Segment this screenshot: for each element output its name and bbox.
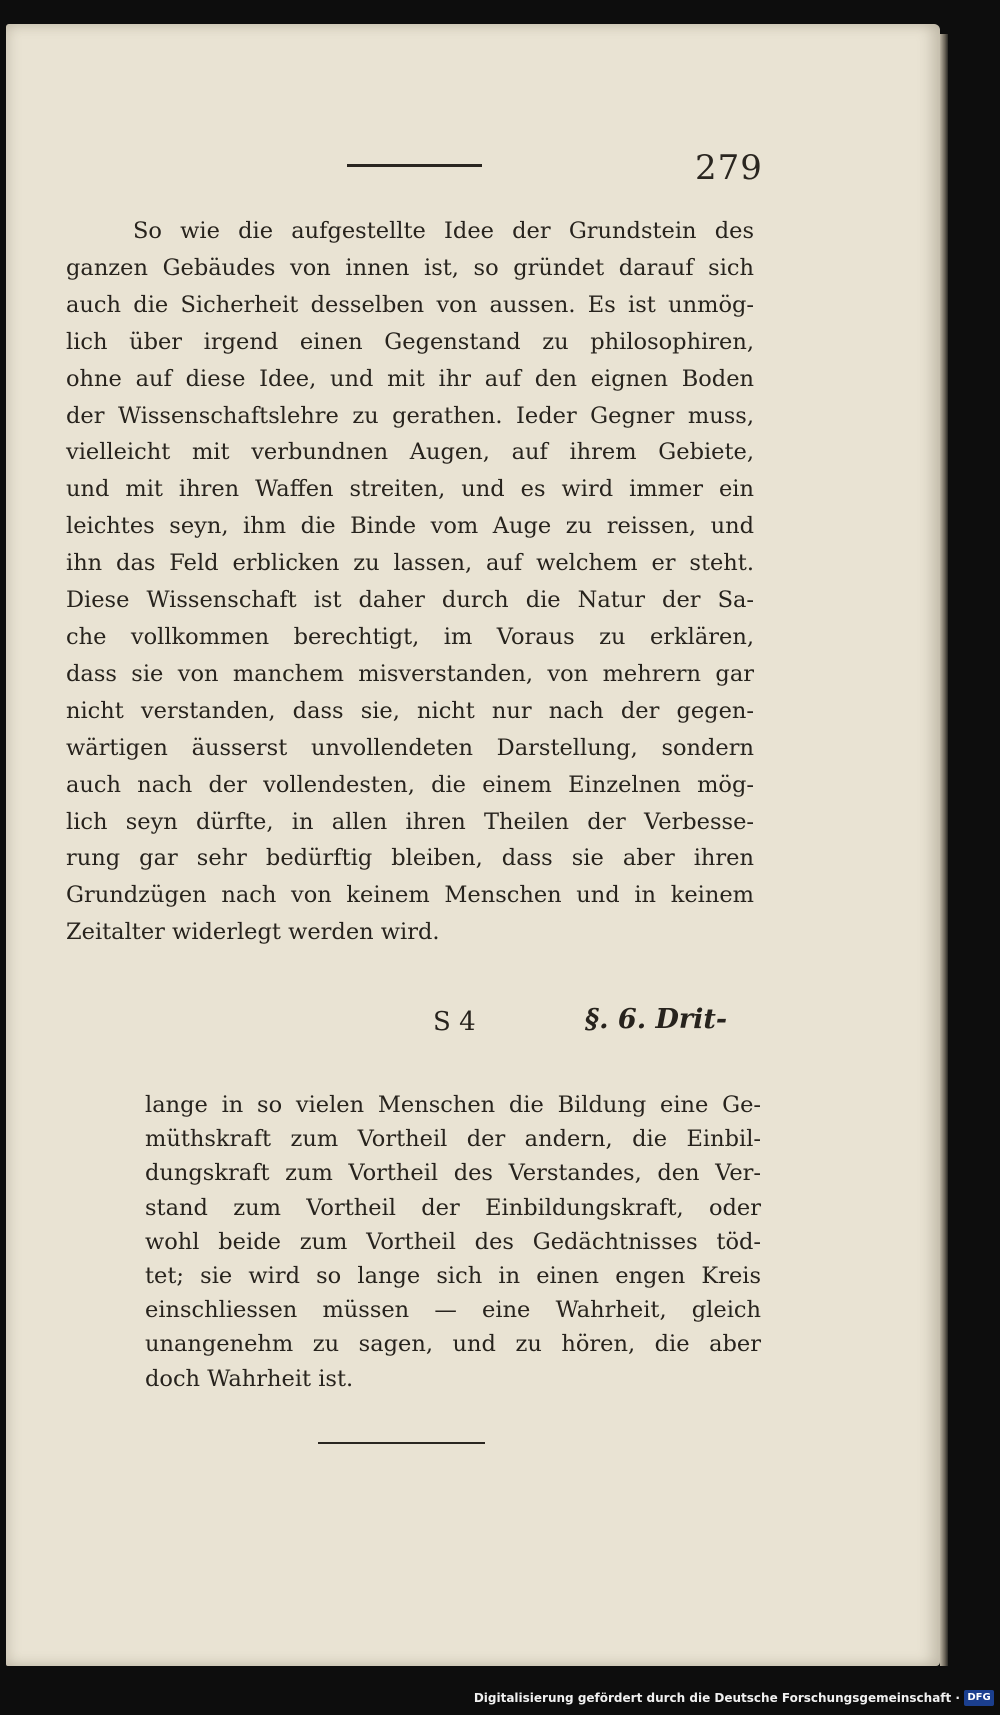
text-line: der Wissenschaftslehre zu gerathen. Ieder Gegner muss,	[66, 402, 754, 429]
text-line: wärtigen äusserst unvollendeten Darstellung, sondern	[66, 734, 754, 761]
text-line: auch nach der vollendesten, die einem Einzelnen mög-	[66, 771, 754, 798]
text-line: müthskraft zum Vortheil der andern, die Einbil-	[145, 1126, 761, 1153]
dfg-logo: DFG	[964, 1690, 994, 1706]
text-line: lange in so vielen Menschen die Bildung eine Ge-	[145, 1092, 761, 1118]
text-line: ihn das Feld erblicken zu lassen, auf welchem er steht.	[66, 550, 754, 577]
page-edge	[940, 34, 948, 1666]
text-line: auch die Sicherheit desselben von aussen. Es ist unmög-	[66, 291, 754, 318]
page-number: 279	[695, 148, 763, 188]
continued-paragraph	[145, 1088, 761, 1396]
text-line: stand zum Vortheil der Einbildungskraft, oder	[145, 1194, 761, 1221]
text-line: leichtes seyn, ihm die Binde vom Auge zu reissen, und	[66, 513, 754, 540]
text-line: tet; sie wird so lange sich in einen engen Kreis	[145, 1263, 761, 1290]
text-line: che vollkommen berechtigt, im Voraus zu erklären,	[66, 623, 754, 650]
signature-mark: S 4	[433, 1007, 476, 1037]
footer-credit: Digitalisierung gefördert durch die Deutsche Forschungsgemeinschaft ·	[473, 1691, 960, 1705]
text-line: dungskraft zum Vortheil des Verstandes, den Ver-	[145, 1160, 761, 1187]
text-line: ohne auf diese Idee, und mit ihr auf den eignen Boden	[66, 365, 754, 392]
text-line: lich über irgend einen Gegenstand zu philosophiren,	[66, 328, 754, 355]
main-paragraph	[66, 213, 754, 951]
text-line: wohl beide zum Vortheil des Gedächtnisses töd-	[145, 1228, 761, 1255]
text-line: rung gar sehr bedürftig bleiben, dass sie aber ihren	[66, 845, 754, 872]
text-line: lich seyn dürfte, in allen ihren Theilen der Verbesse-	[66, 808, 754, 835]
text-line: nicht verstanden, dass sie, nicht nur nach der gegen-	[66, 697, 754, 724]
text-line: Zeitalter widerlegt werden wird.	[66, 919, 440, 946]
text-line: und mit ihren Waffen streiten, und es wird immer ein	[66, 476, 754, 503]
header-rule	[347, 164, 482, 167]
text-line: ganzen Gebäudes von innen ist, so gründet darauf sich	[66, 254, 754, 281]
text-line: doch Wahrheit ist.	[145, 1365, 354, 1392]
text-line: Grundzügen nach von keinem Menschen und in keinem	[66, 882, 754, 909]
text-line: dass sie von manchem misverstanden, von mehrern gar	[66, 660, 754, 687]
end-rule	[318, 1442, 485, 1444]
text-line: Diese Wissenschaft ist daher durch die Natur der Sa-	[66, 587, 754, 614]
catchword-text: §. 6. Drit-	[585, 1004, 728, 1035]
text-line: einschliessen müssen — eine Wahrheit, gleich	[145, 1297, 761, 1324]
text-line: unangenehm zu sagen, und zu hören, die aber	[145, 1331, 761, 1358]
text-line: vielleicht mit verbundnen Augen, auf ihrem Gebiete,	[66, 439, 754, 466]
text-line: So wie die aufgestellte Idee der Grundstein des	[133, 218, 754, 244]
catchword	[585, 1004, 727, 1035]
